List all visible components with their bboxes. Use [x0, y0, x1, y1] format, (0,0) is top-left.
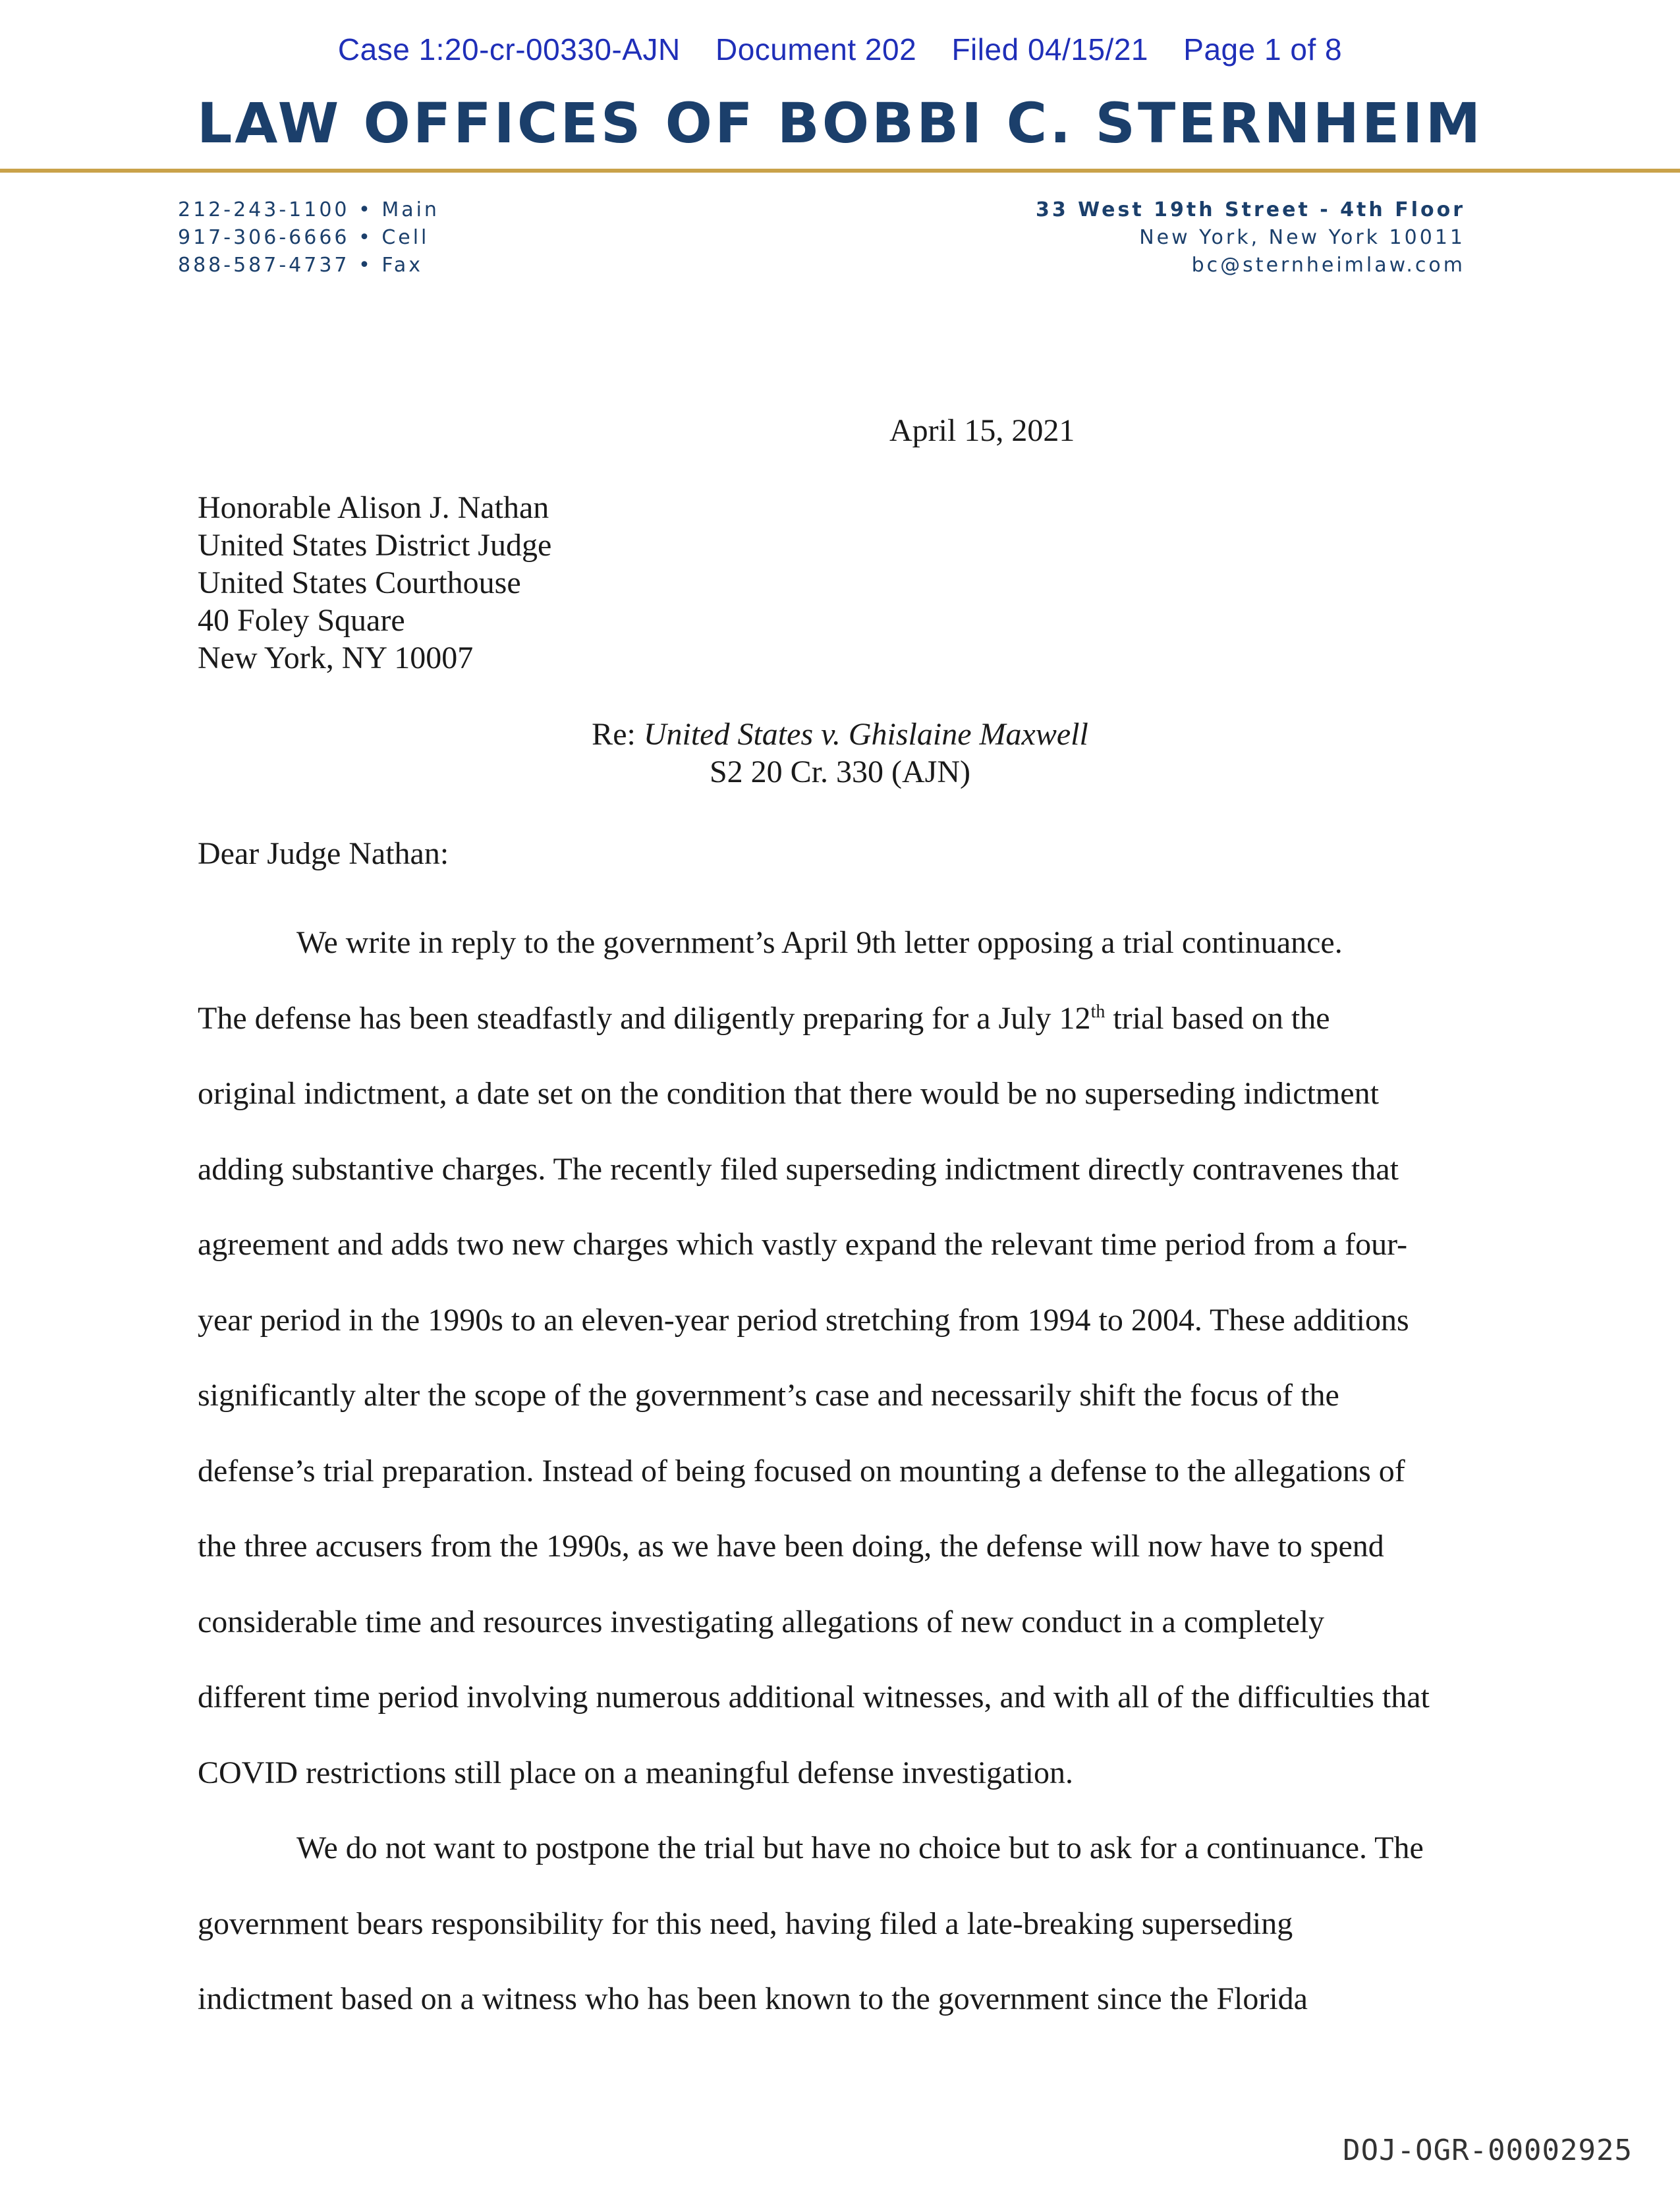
addressee-block: [198, 489, 551, 677]
street-address: 33 West 19th Street - 4th Floor: [1035, 198, 1465, 221]
body-line: adding substantive charges. The recently filed superseding indictment directly contravenes that: [198, 1151, 1399, 1187]
body-line: original indictment, a date set on the condition that there would be no superseding indictment: [198, 1076, 1379, 1111]
body-line: agreement and adds two new charges which vastly expand the relevant time period from a four-: [198, 1227, 1408, 1262]
addressee-line: 40 Foley Square: [198, 603, 405, 638]
email-address: bc@sternheimlaw.com: [1191, 254, 1465, 277]
body-line: We do not want to postpone the trial but have no choice but to ask for a continuance. The: [296, 1830, 1424, 1865]
addressee-line: United States Courthouse: [198, 565, 521, 600]
body-line: different time period involving numerous additional witnesses, and with all of the difficulties that: [198, 1680, 1430, 1715]
city-address: New York, New York 10011: [1139, 226, 1465, 249]
body-line: We write in reply to the government’s April 9th letter opposing a trial continuance.: [296, 925, 1343, 960]
body-line: The defense has been steadfastly and diligently preparing for a July 12th trial based on the: [198, 1000, 1330, 1036]
letterhead-divider: [0, 169, 1680, 173]
body-line: significantly alter the scope of the government’s case and necessarily shift the focus of the: [198, 1378, 1339, 1413]
re-prefix: Re:: [592, 717, 644, 752]
phone-cell: 917-306-6666 • Cell: [178, 226, 430, 249]
page-indicator: Page 1 of 8: [1183, 32, 1343, 67]
case-number: Case 1:20-cr-00330-AJN: [337, 32, 681, 67]
body-line: the three accusers from the 1990s, as we have been doing, the defense will now have to spend: [198, 1529, 1384, 1564]
addressee-line: United States District Judge: [198, 528, 552, 563]
letter-date: April 15, 2021: [889, 413, 1075, 448]
letter-body: [198, 905, 1489, 2037]
phone-contacts: [178, 196, 439, 279]
case-header-stamp: [0, 32, 1680, 67]
addressee-line: Honorable Alison J. Nathan: [198, 490, 549, 525]
body-line: government bears responsibility for this need, having filed a late-breaking superseding: [198, 1906, 1293, 1941]
re-line: [0, 716, 1680, 791]
salutation: Dear Judge Nathan:: [198, 836, 449, 871]
address-contacts: [1036, 196, 1465, 279]
phone-fax: 888-587-4737 • Fax: [178, 254, 423, 277]
re-case-number: S2 20 Cr. 330 (AJN): [709, 754, 971, 789]
document-number: Document 202: [715, 32, 917, 67]
filed-date: Filed 04/15/21: [951, 32, 1148, 67]
re-case-name: United States v. Ghislaine Maxwell: [643, 717, 1088, 752]
bates-number: DOJ-OGR-00002925: [1343, 2134, 1633, 2167]
addressee-line: New York, NY 10007: [198, 640, 474, 675]
body-line: COVID restrictions still place on a meaningful defense investigation.: [198, 1755, 1073, 1790]
firm-name: LAW OFFICES OF BOBBI C. STERNHEIM: [196, 91, 1484, 156]
phone-main: 212-243-1100 • Main: [178, 198, 439, 221]
body-line: year period in the 1990s to an eleven-year period stretching from 1994 to 2004. These additions: [198, 1302, 1409, 1338]
body-line: indictment based on a witness who has been known to the government since the Florida: [198, 1981, 1308, 2016]
body-line: considerable time and resources investigating allegations of new conduct in a completely: [198, 1604, 1325, 1639]
body-line: defense’s trial preparation. Instead of being focused on mounting a defense to the allegations of: [198, 1453, 1405, 1489]
